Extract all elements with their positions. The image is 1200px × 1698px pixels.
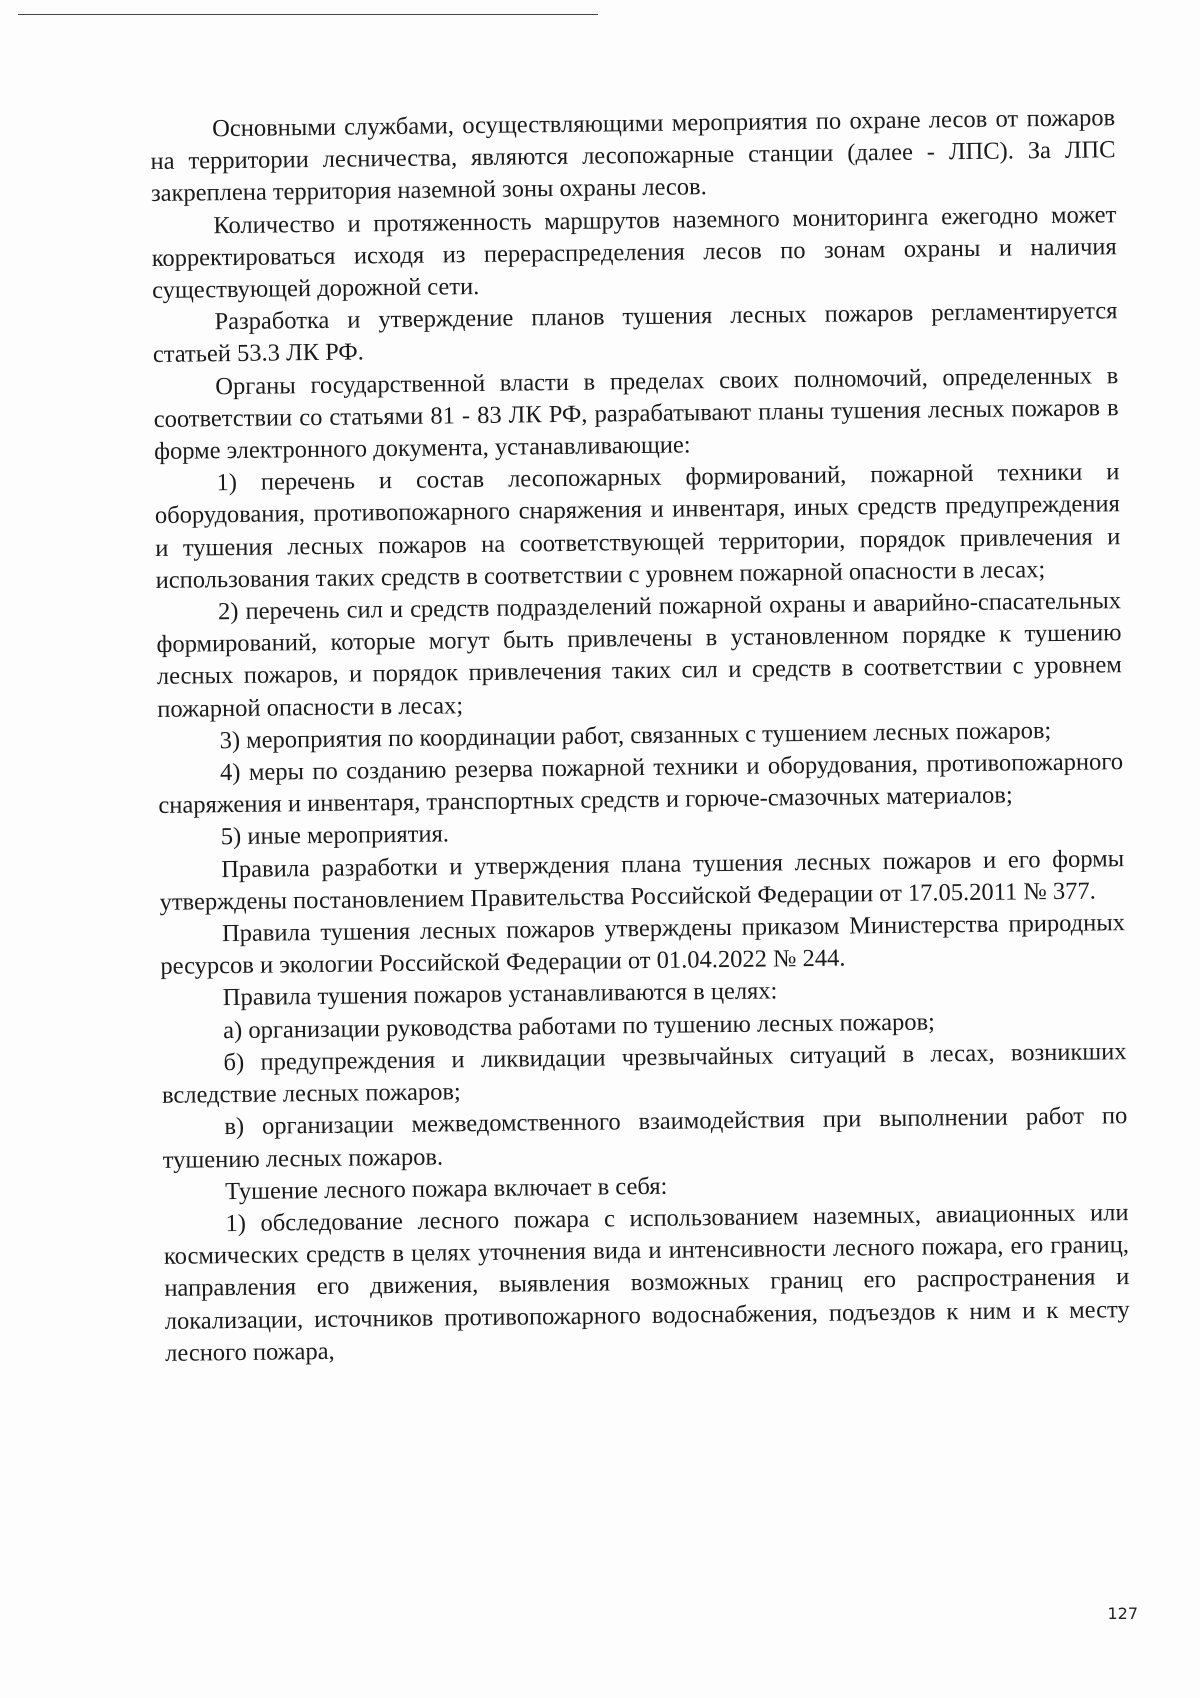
paragraph-authorities: Органы государственной власти в пределах своих полномочий, определенных в соответствии со статьями 81 - 83 ЛК РФ, разрабатывают планы тушения лесных пожаров в форме электронного документа, устанавливающие:: [153, 361, 1119, 466]
list-item-1: 1) перечень и состав лесопожарных формирований, пожарной техники и оборудования, противопожарного снаряжения и инвентаря, иных средств предупреждения и тушения лесных пожаров на соответствующей территории, порядок привлечения и использования таких средств в соответствии с уровнем пожарной опасности в лесах;: [154, 458, 1121, 594]
list-item-4: 4) меры по созданию резерва пожарной техники и оборудования, противопожарного снаряжения и инвентаря, транспортных средств и горюче-смазочных материалов;: [158, 748, 1124, 820]
goal-item-b: б) предупреждения и ликвидации чрезвычайных ситуаций в лесах, возникших вследствие лесных пожаров;: [161, 1038, 1127, 1110]
paragraph-routes: Количество и протяженность маршрутов наземного мониторинга ежегодно может корректироваться исходя из перераспределения лесов по зонам охраны и наличия существующей дорожной сети.: [151, 200, 1117, 305]
includes-item-1: 1) обследование лесного пожара с использованием наземных, авиационных или космических средств в целях уточнения вида и интенсивности лесного пожара, его границ, направления его движения, выявления возможных границ его распространения и локализации, источников противопожарного водоснабжения, подъездов к ним и к месту лесного пожара,: [163, 1199, 1130, 1367]
list-item-5: 5) иные мероприятия.: [220, 820, 450, 851]
scan-top-rule: [18, 14, 598, 15]
paragraph-extinguishing-rules: Правила тушения лесных пожаров утверждены приказом Министерства природных ресурсов и экологии Российской Федерации от 01.04.2022 № 244.: [160, 909, 1126, 981]
body-text: [150, 102, 1130, 1370]
paragraph-includes: Тушение лесного пожара включает в себя:: [225, 1172, 668, 1205]
goal-item-a: а) организации руководства работами по тушению лесных пожаров;: [223, 1008, 936, 1044]
paragraph-plan-rules: Правила разработки и утверждения плана тушения лесных пожаров и его формы утверждены постановлением Правительства Российской Федерации от 17.05.2011 № 377.: [159, 844, 1125, 916]
goal-item-v: в) организации межведомственного взаимодействия при выполнении работ по тушению лесных пожаров.: [162, 1102, 1128, 1174]
paragraph-lps: Основными службами, осуществляющими мероприятия по охране лесов от пожаров на территории лесничества, являются лесопожарные станции (далее - ЛПС). За ЛПС закреплена территория наземной зоны охраны лесов.: [150, 104, 1116, 208]
page-number: 127: [1107, 1604, 1138, 1623]
list-item-3: 3) мероприятия по координации работ, связанных с тушением лесных пожаров;: [219, 716, 1052, 755]
paragraph-plans-regulation: Разработка и утверждение планов тушения лесных пожаров регламентируется статьей 53.3 ЛК РФ.: [152, 297, 1118, 369]
list-item-2: 2) перечень сил и средств подразделений пожарной охраны и аварийно-спасательных формирований, которые могут быть привлечены в установленном порядке к тушению лесных пожаров, и порядок привлечения таких сил и средств в соответствии с уровнем пожарной опасности в лесах;: [156, 587, 1122, 723]
paragraph-goals: Правила тушения пожаров устанавливаются в целях:: [222, 977, 778, 1012]
